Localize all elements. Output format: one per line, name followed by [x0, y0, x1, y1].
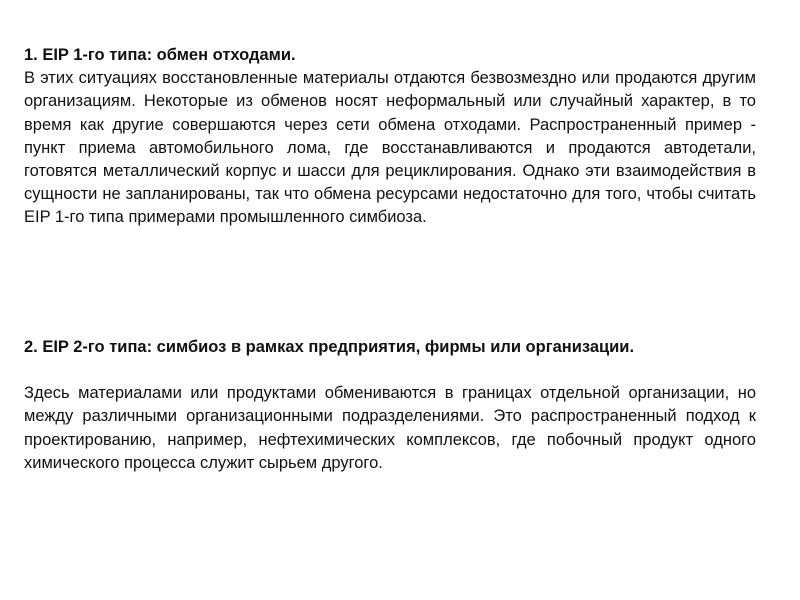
section-eip-type-2 — [24, 336, 756, 475]
paragraph-spacer — [24, 359, 756, 382]
section-1-body: В этих ситуациях восстановленные материалы отдаются безвозмездно или продаются другим организациям. Некоторые из обменов носят неформальный или случайный характер, в то время как другие совершаются через сети обмена отходами. Распространенный пример - пункт приема автомобильного лома, где восстанавливаются и продаются автодетали, готовятся металлический корпус и шасси для рециклирования. Однако эти взаимодействия в сущности не запланированы, так что обмена ресурсами недостаточно для того, чтобы считать EIP 1-го типа примерами промышленного симбиоза. — [24, 69, 756, 227]
section-1-heading: 1. EIP 1-го типа: обмен отходами. — [24, 46, 296, 64]
section-2-heading: 2. EIP 2-го типа: симбиоз в рамках предприятия, фирмы или организации. — [24, 338, 635, 356]
section-2-body: Здесь материалами или продуктами обмениваются в границах отдельной организации, но между различными организационными подразделениями. Это распространенный подход к проектированию, например, нефтехимических комплексов, где побочный продукт одного химического процесса служит сырьем другого. — [24, 384, 756, 472]
section-eip-type-1 — [24, 44, 756, 230]
